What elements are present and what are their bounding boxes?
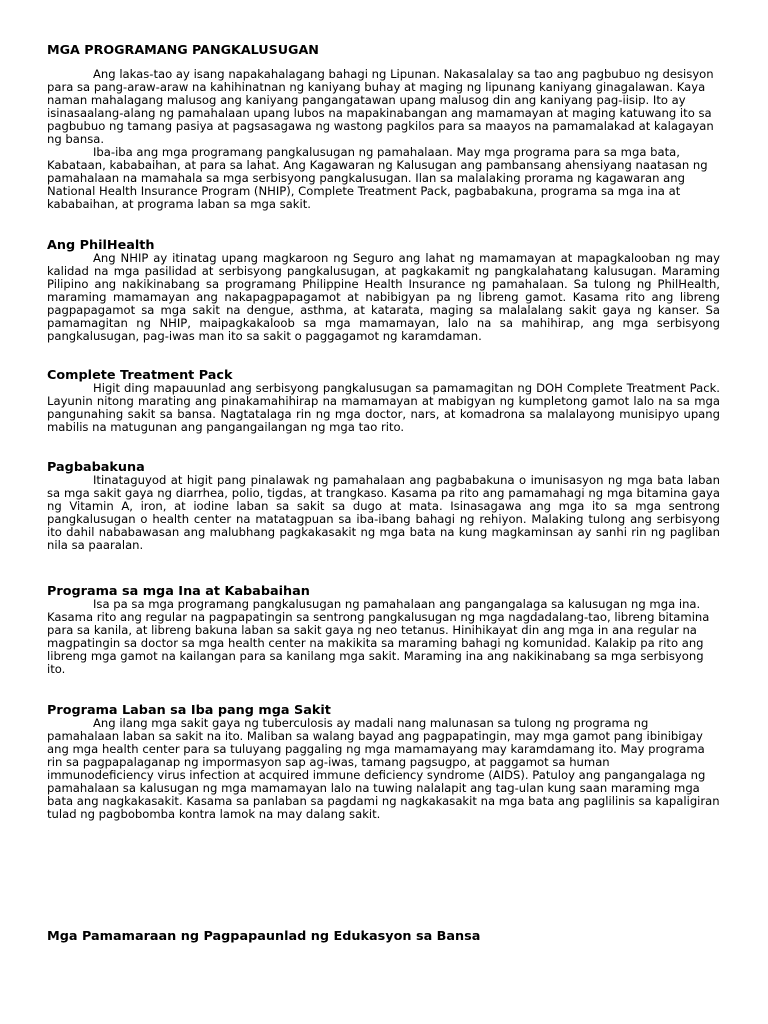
section-body-ina-at-kababaihan: Isa pa sa mga programang pangkalusugan ng pamahalaan ang pangangalaga sa kalusugan ng mga ina. Kasama rito ang regular na pagpapatingin sa sentrong pangkalusugan ng mga nagdadalang-tao, libreng bitamina para sa kanila, at libreng bakuna laban sa sakit gaya ng neo tetanus. Hinihikayat din ang mga in ana regular na magpatingin sa doctor sa mga health center na makikita sa maraming bahagi ng komunidad. Kalakip pa rito ang libreng mga gamot na kailangan para sa kanilang mga sakit. Maraming ina ang nakikinabang sa mga serbisyong ito. (47, 597, 710, 676)
section-body-philhealth: Ang NHIP ay itinatag upang magkaroon ng Seguro ang lahat ng mamamayan at mapagkalooban ng may kalidad na mga pasilidad at serbisyong pangkalusugan, at pagkakamit ng pangkalahatang kalusugan. Maraming Pilipino ang nakikinabang sa programang Philippine Health Insurance ng pamahalaan. Sa tulong ng PhilHealth, maraming mamamayan ang nakapagpapagamot at nabibigyan pa ng libreng gamot. Kasama rito ang libreng pagpapagamot sa mga sakit na dengue, asthma, at katarata, maging sa malalalang sakit gaya ng kanser. Sa pamamagitan ng NHIP, maipagkakaloob sa mga mamamayan, lalo na sa mahihirap, ang mga serbisyong pangkalusugan, pag-iwas man ito sa sakit o paggagamot ng karamdaman. (47, 251, 720, 343)
section-heading-philhealth: Ang PhilHealth (47, 238, 155, 253)
section-body-complete-treatment-pack: Higit ding mapauunlad ang serbisyong pangkalusugan sa pamamagitan ng DOH Complete Treatment Pack. Layunin nitong marating ang pinakamahihirap na mamamayan at mabigyan ng kumpletong gamot lalo na sa mga pangunahing sakit sa bansa. Nagtatalaga rin ng mga doctor, nars, at komadrona sa malalayong munisipyo upang mabilis na matugunan ang pangangailangan ng mga tao rito. (47, 381, 720, 434)
next-section-heading: Mga Pamamaraan ng Pagpapaunlad ng Edukasyon sa Bansa (47, 929, 481, 944)
document-content (47, 43, 720, 943)
section-body-laban-sa-sakit: Ang ilang mga sakit gaya ng tuberculosis ay madali nang malunasan sa tulong ng programa ng pamahalaan laban sa sakit na ito. Maliban sa walang bayad ang pagpapatingin, may mga gamot pang ibinibigay ang mga health center para sa tuluyang paggaling ng mga mamamayang may karamdamang ito. May programa rin sa pagpapalaganap ng impormasyon sap ag-iwas, tamang pagsugpo, at paggamot sa human immunodeficiency virus infection at acquired immune deficiency syndrome (AIDS). Patuloy ang pangangalaga ng pamahalaan sa kalusugan ng mga mamamayan lalo na tuwing nalalapit ang tag-ulan kung saan maraming mga bata ang nagkakasakit. Kasama sa panlaban sa pagdami ng nagkakasakit na mga bata ang paglilinis sa kapaligiran tulad ng pagbobomba kontra lamok na may dalang sakit. (47, 716, 720, 821)
section-heading-laban-sa-sakit: Programa Laban sa Iba pang mga Sakit (47, 703, 331, 718)
section-heading-pagbabakuna: Pagbabakuna (47, 460, 145, 475)
section-heading-ina-at-kababaihan: Programa sa mga Ina at Kababaihan (47, 584, 310, 599)
section-body-pagbabakuna: Itinataguyod at higit pang pinalawak ng pamahalaan ang pagbabakuna o imunisasyon ng mga bata laban sa mga sakit gaya ng diarrhea, polio, tigdas, at trangkaso. Kasama pa rito ang pamamahagi ng mga bitamina gaya ng Vitamin A, iron, at iodine laban sa sakit sa dugo at mata. Isinasagawa ang mga ito sa mga sentrong pangkalusugan o health center na matatagpuan sa iba-ibang bahagi ng rehiyon. Malaking tulong ang serbisyong ito dahil nababawasan ang malubhang pagkakasakit ng mga bata na kung magkaminsan ay sanhi rin ng pagliban nila sa paaralan. (47, 473, 720, 552)
page-title: MGA PROGRAMANG PANGKALUSUGAN (47, 42, 319, 57)
section-heading-complete-treatment-pack: Complete Treatment Pack (47, 368, 233, 383)
intro-paragraph: Ang lakas-tao ay isang napakahalagang bahagi ng Lipunan. Nakasalalay sa tao ang pagbubuo ng desisyon para sa pang-araw-araw na kahihinatnan ng kaniyang buhay at maging ng lipunang kaniyang ginagalawan. Kaya naman mahalagang malusog ang kaniyang pangangatawan upang malusog din ang kaniyang pag-iisip. Ito ay isinasaalang-alang ng pamahalaan upang lubos na mapakinabangan ang mamamayan at maging katuwang ito sa pagbubuo ng tamang pasiya at pagsasagawa ng wastong pagkilos para sa maayos na pamamalakad at kalagayan ng bansa. (47, 67, 714, 146)
intro-paragraph: Iba-iba ang mga programang pangkalusugan ng pamahalaan. May mga programa para sa mga bata, Kabataan, kababaihan, at para sa lahat. Ang Kagawaran ng Kalusugan ang pambansang ahensiyang naatasan ng pamahalaan na mamahala sa mga serbisyong pangkalusugan. Ilan sa malalaking prorama ng kagawaran ang National Health Insurance Program (NHIP), Complete Treatment Pack, pagbabakuna, programa sa mga ina at kababaihan, at programa laban sa mga sakit. (47, 145, 708, 211)
